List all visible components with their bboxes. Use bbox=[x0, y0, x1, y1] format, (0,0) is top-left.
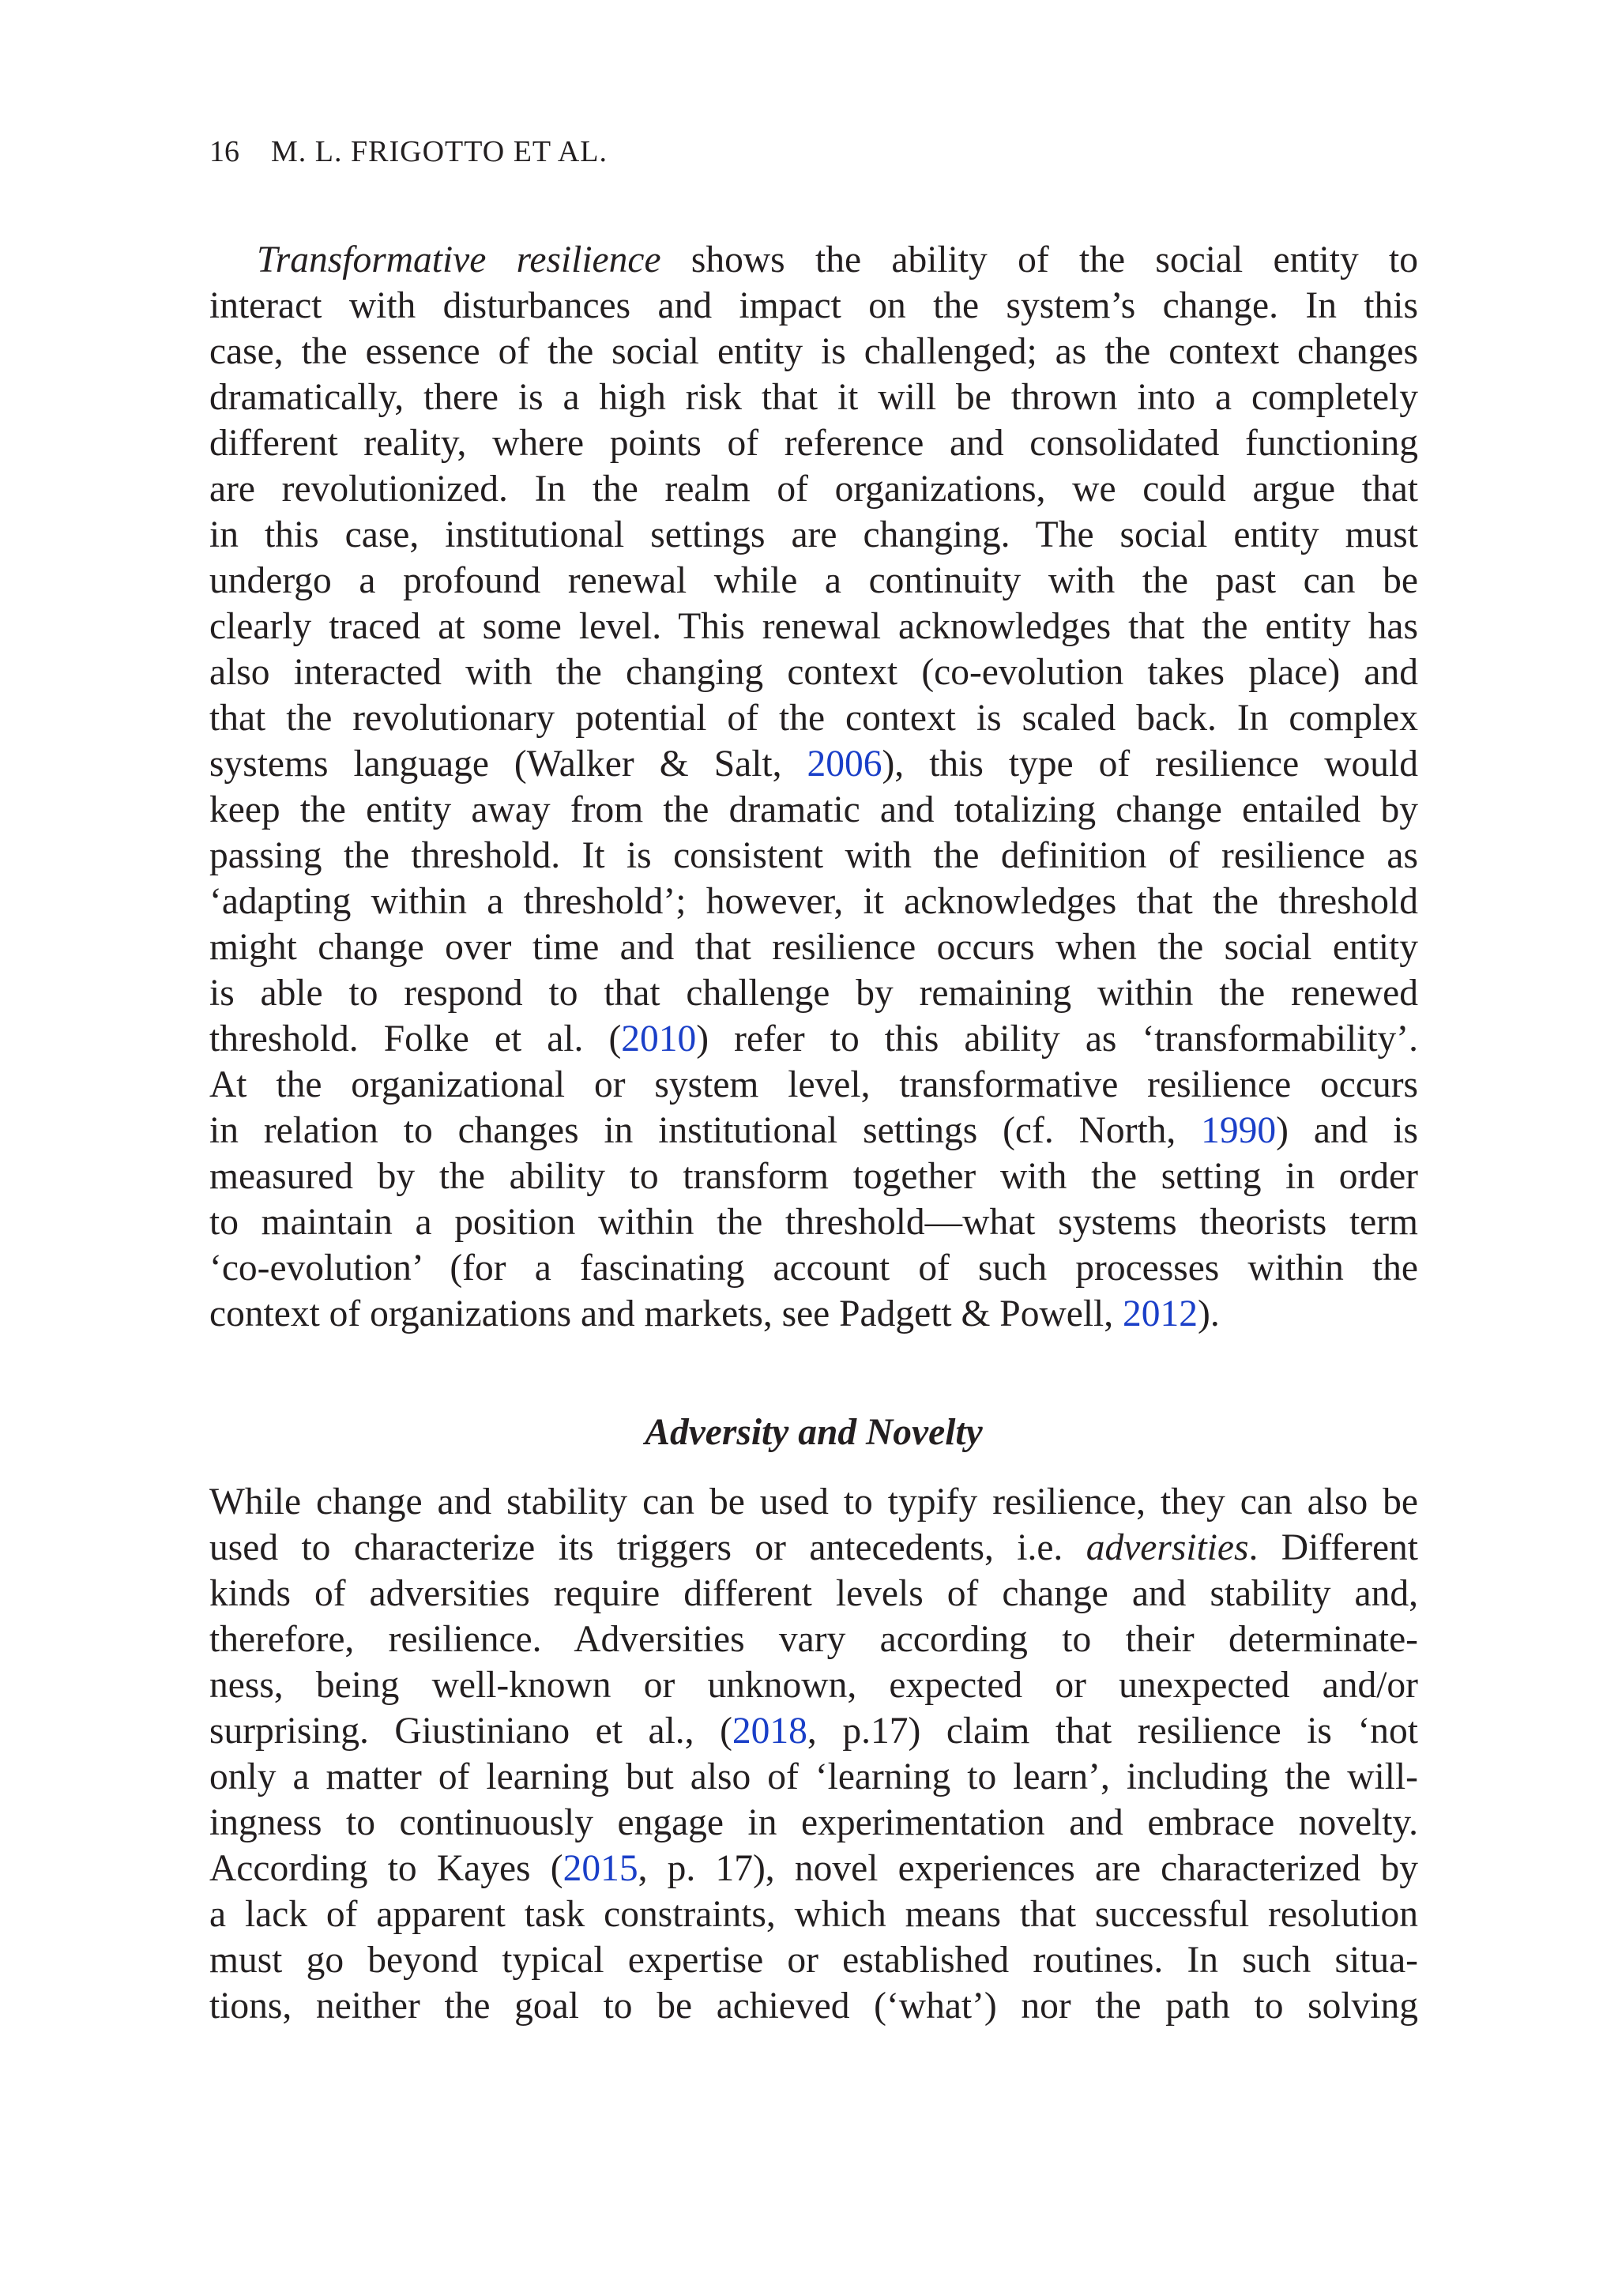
text-line: to maintain a position within the threshold—what systems theorists term bbox=[209, 1202, 1418, 1243]
text-line: might change over time and that resilience occurs when the social entity bbox=[209, 927, 1418, 968]
text-line: keep the entity away from the dramatic and totalizing change entailed by bbox=[209, 789, 1418, 830]
text-line: While change and stability can be used to typify resilience, they can also be bbox=[209, 1481, 1418, 1523]
emphasis-term: adversities bbox=[1086, 1527, 1249, 1568]
text-line: undergo a profound renewal while a continuity with the past can be bbox=[209, 560, 1418, 601]
text-line: interact with disturbances and impact on the system’s change. In this bbox=[209, 285, 1418, 326]
text-line: case, the essence of the social entity is challenged; as the context changes bbox=[209, 331, 1418, 372]
text-line: ‘co-evolution’ (for a fascinating account of such processes within the bbox=[209, 1248, 1418, 1289]
citation-link-giustiniano-2018[interactable]: 2018 bbox=[732, 1711, 807, 1752]
page-number: 16 bbox=[209, 135, 239, 168]
running-head bbox=[209, 133, 608, 171]
text-line: therefore, resilience. Adversities vary according to their determinate- bbox=[209, 1619, 1418, 1660]
text-line: ness, being well-known or unknown, expected or unexpected and/or bbox=[209, 1665, 1418, 1706]
section-heading: Adversity and Novelty bbox=[645, 1412, 983, 1453]
citation-link-north-1990[interactable]: 1990 bbox=[1201, 1110, 1277, 1151]
text-line: ‘adapting within a threshold’; however, it acknowledges that the threshold bbox=[209, 881, 1418, 922]
text-line: also interacted with the changing context (co-evolution takes place) and bbox=[209, 652, 1418, 693]
text-line: passing the threshold. It is consistent with the definition of resilience as bbox=[209, 835, 1418, 876]
citation-link-walker-salt-2006[interactable]: 2006 bbox=[807, 743, 882, 785]
emphasis-term: Transformative resilience bbox=[257, 239, 661, 280]
text-line: different reality, where points of reference and consolidated functioning bbox=[209, 423, 1418, 464]
text-line: dramatically, there is a high risk that it will be thrown into a completely bbox=[209, 377, 1418, 418]
text-line: kinds of adversities require different levels of change and stability and, bbox=[209, 1573, 1418, 1614]
text-line: used to characterize its triggers or antecedents, i.e. adversities. Different bbox=[209, 1527, 1418, 1568]
text-line: tions, neither the goal to be achieved (‘what’) nor the path to solving bbox=[209, 1985, 1418, 2027]
text-line: Transformative resilience shows the ability of the social entity to bbox=[257, 239, 1418, 280]
text-line: According to Kayes (2015, p. 17), novel experiences are characterized by bbox=[209, 1848, 1419, 1889]
text-line: At the organizational or system level, transformative resilience occurs bbox=[209, 1064, 1418, 1105]
text-line: only a matter of learning but also of ‘learning to learn’, including the will- bbox=[209, 1756, 1418, 1797]
citation-link-folke-2010[interactable]: 2010 bbox=[621, 1018, 697, 1060]
text-line: that the revolutionary potential of the context is scaled back. In complex bbox=[209, 698, 1418, 739]
citation-link-padgett-powell-2012[interactable]: 2012 bbox=[1123, 1293, 1198, 1334]
text-line: in this case, institutional settings are changing. The social entity must bbox=[209, 514, 1418, 555]
text-line: must go beyond typical expertise or established routines. In such situa- bbox=[209, 1940, 1418, 1981]
text-line: a lack of apparent task constraints, which means that successful resolution bbox=[209, 1894, 1418, 1935]
running-head-authors: M. L. FRIGOTTO ET AL. bbox=[271, 135, 608, 168]
citation-link-kayes-2015[interactable]: 2015 bbox=[563, 1848, 638, 1889]
text-line: systems language (Walker & Salt, 2006), this type of resilience would bbox=[209, 743, 1418, 785]
text-line: context of organizations and markets, see Padgett & Powell, 2012). bbox=[209, 1293, 1220, 1334]
text-line: in relation to changes in institutional settings (cf. North, 1990) and is bbox=[209, 1110, 1418, 1151]
text-line: are revolutionized. In the realm of organizations, we could argue that bbox=[209, 469, 1418, 510]
text-line: surprising. Giustiniano et al., (2018, p.17) claim that resilience is ‘not bbox=[209, 1711, 1418, 1752]
text-line: measured by the ability to transform together with the setting in order bbox=[209, 1156, 1418, 1197]
text-line: threshold. Folke et al. (2010) refer to this ability as ‘transformability’. bbox=[209, 1018, 1418, 1060]
text-line: ingness to continuously engage in experimentation and embrace novelty. bbox=[209, 1802, 1418, 1843]
text-line: clearly traced at some level. This renewal acknowledges that the entity has bbox=[209, 606, 1418, 647]
text-line: is able to respond to that challenge by remaining within the renewed bbox=[209, 973, 1418, 1014]
